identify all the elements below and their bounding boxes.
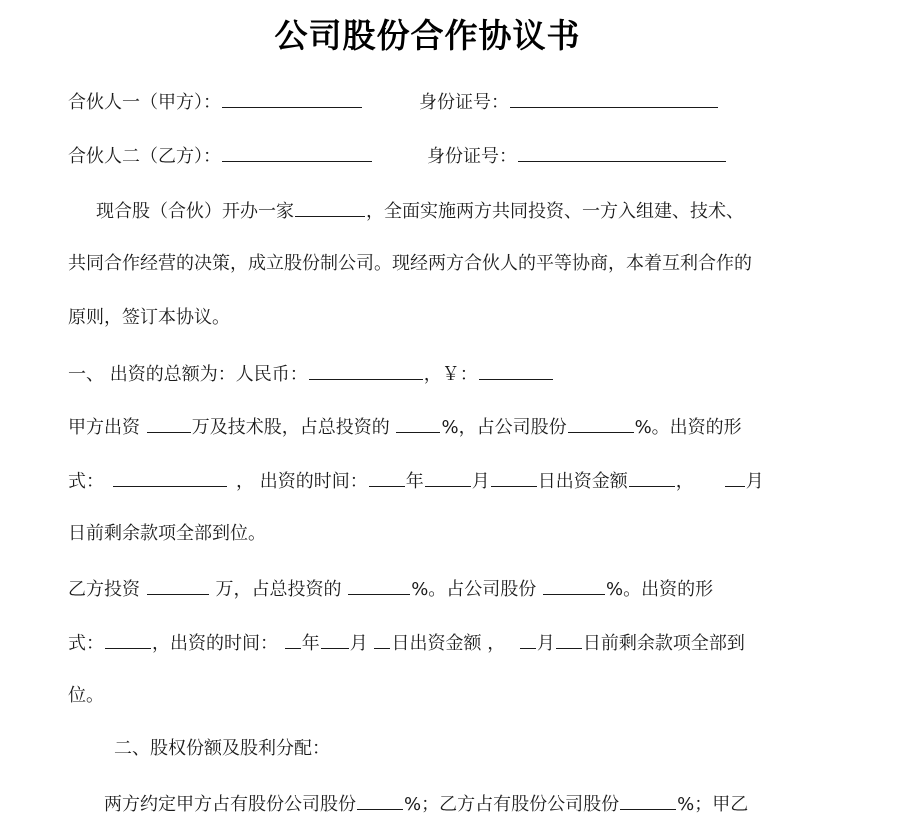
text: 日出资金额 ， bbox=[391, 633, 511, 654]
party-a-amount-blank[interactable] bbox=[147, 414, 191, 433]
text: 乙方投资 bbox=[68, 579, 146, 600]
total-yuan-blank[interactable] bbox=[479, 361, 553, 380]
party-a-share-blank[interactable] bbox=[568, 414, 634, 433]
text: %；乙方占有股份公司股份 bbox=[404, 794, 620, 815]
intro-line-3: 原则，签订本协议。 bbox=[68, 307, 230, 328]
party-b-day-blank[interactable] bbox=[374, 630, 390, 649]
party-b-amount-blank[interactable] bbox=[147, 576, 209, 595]
text: 月 bbox=[536, 633, 555, 654]
text: %。占公司股份 bbox=[411, 579, 543, 600]
text: %，占公司股份 bbox=[441, 417, 567, 438]
section2-heading: 二、股权份额及股利分配： bbox=[114, 738, 330, 759]
text: 式： bbox=[68, 633, 104, 654]
party-a-investment-line-2 bbox=[68, 468, 764, 494]
text: %；甲乙 bbox=[677, 794, 749, 815]
text: 月 bbox=[471, 471, 490, 492]
party-b-name-blank[interactable] bbox=[222, 143, 372, 162]
party-a-paid-amount-blank[interactable] bbox=[629, 468, 675, 487]
party-a-remaining-month-blank[interactable] bbox=[725, 468, 745, 487]
party-b-remaining-day-blank[interactable] bbox=[556, 630, 582, 649]
party-a-investment-line-3: 日前剩余款项全部到位。 bbox=[68, 523, 266, 544]
party-a-row bbox=[68, 89, 719, 115]
text: 两方约定甲方占有股份公司股份 bbox=[104, 794, 356, 815]
party-b-year-blank[interactable] bbox=[285, 630, 301, 649]
party-a-label: 合伙人一（甲方）： bbox=[68, 92, 221, 113]
party-a-equity-blank[interactable] bbox=[357, 791, 403, 810]
text: ， 出资的时间： bbox=[236, 471, 368, 492]
text: 月 bbox=[745, 471, 764, 492]
intro-line-1 bbox=[96, 198, 744, 224]
text: 式： bbox=[68, 471, 104, 492]
text: ， bbox=[675, 471, 694, 492]
party-b-percent-blank[interactable] bbox=[348, 576, 410, 595]
party-a-investment-line-1 bbox=[68, 414, 742, 440]
intro-line-2: 共同合作经营的决策，成立股份制公司。现经两方合伙人的平等协商，本着互利合作的 bbox=[68, 253, 752, 274]
party-b-id-blank[interactable] bbox=[518, 143, 726, 162]
intro-text: 现合股（合伙）开办一家 bbox=[96, 201, 294, 222]
text: 万，占总投资的 bbox=[209, 579, 348, 600]
text: 月 bbox=[349, 633, 374, 654]
text: 年 bbox=[405, 471, 424, 492]
party-a-id-blank[interactable] bbox=[510, 89, 718, 108]
party-a-day-blank[interactable] bbox=[491, 468, 537, 487]
party-b-form-blank[interactable] bbox=[105, 630, 151, 649]
document-title: 公司股份合作协议书 bbox=[274, 16, 581, 55]
text: 日前剩余款项全部到 bbox=[582, 633, 745, 654]
party-a-form-blank[interactable] bbox=[113, 468, 227, 487]
party-b-investment-line-3: 位。 bbox=[68, 685, 104, 706]
party-a-id-label: 身份证号： bbox=[419, 92, 509, 113]
party-b-investment-line-2 bbox=[68, 630, 745, 656]
section1-heading bbox=[68, 361, 554, 387]
party-a-percent-blank[interactable] bbox=[396, 414, 440, 433]
party-b-id-label: 身份证号： bbox=[427, 146, 517, 167]
party-b-month-blank[interactable] bbox=[321, 630, 349, 649]
total-rmb-blank[interactable] bbox=[309, 361, 423, 380]
text: %。出资的形 bbox=[606, 579, 714, 600]
text: 日出资金额 bbox=[537, 471, 628, 492]
party-b-share-blank[interactable] bbox=[543, 576, 605, 595]
party-a-name-blank[interactable] bbox=[222, 89, 362, 108]
party-a-month-blank[interactable] bbox=[425, 468, 471, 487]
section1-heading-text: 一、 出资的总额为：人民币： bbox=[68, 364, 308, 385]
party-b-investment-line-1 bbox=[68, 576, 713, 602]
section2-line-1 bbox=[104, 791, 748, 817]
party-b-equity-blank[interactable] bbox=[620, 791, 676, 810]
party-b-row bbox=[68, 143, 727, 169]
text: ，出资的时间： bbox=[152, 633, 284, 654]
party-b-remaining-month-blank[interactable] bbox=[520, 630, 536, 649]
text: %。出资的形 bbox=[634, 417, 742, 438]
intro-text: ，全面实施两方共同投资、一方入组建、技术、 bbox=[366, 201, 744, 222]
party-b-label: 合伙人二（乙方）： bbox=[68, 146, 221, 167]
text: 年 bbox=[301, 633, 320, 654]
text: 万及技术股，占总投资的 bbox=[191, 417, 396, 438]
text: 甲方出资 bbox=[68, 417, 146, 438]
party-a-year-blank[interactable] bbox=[369, 468, 405, 487]
section1-heading-text: ，￥： bbox=[423, 364, 478, 385]
company-type-blank[interactable] bbox=[295, 198, 365, 217]
